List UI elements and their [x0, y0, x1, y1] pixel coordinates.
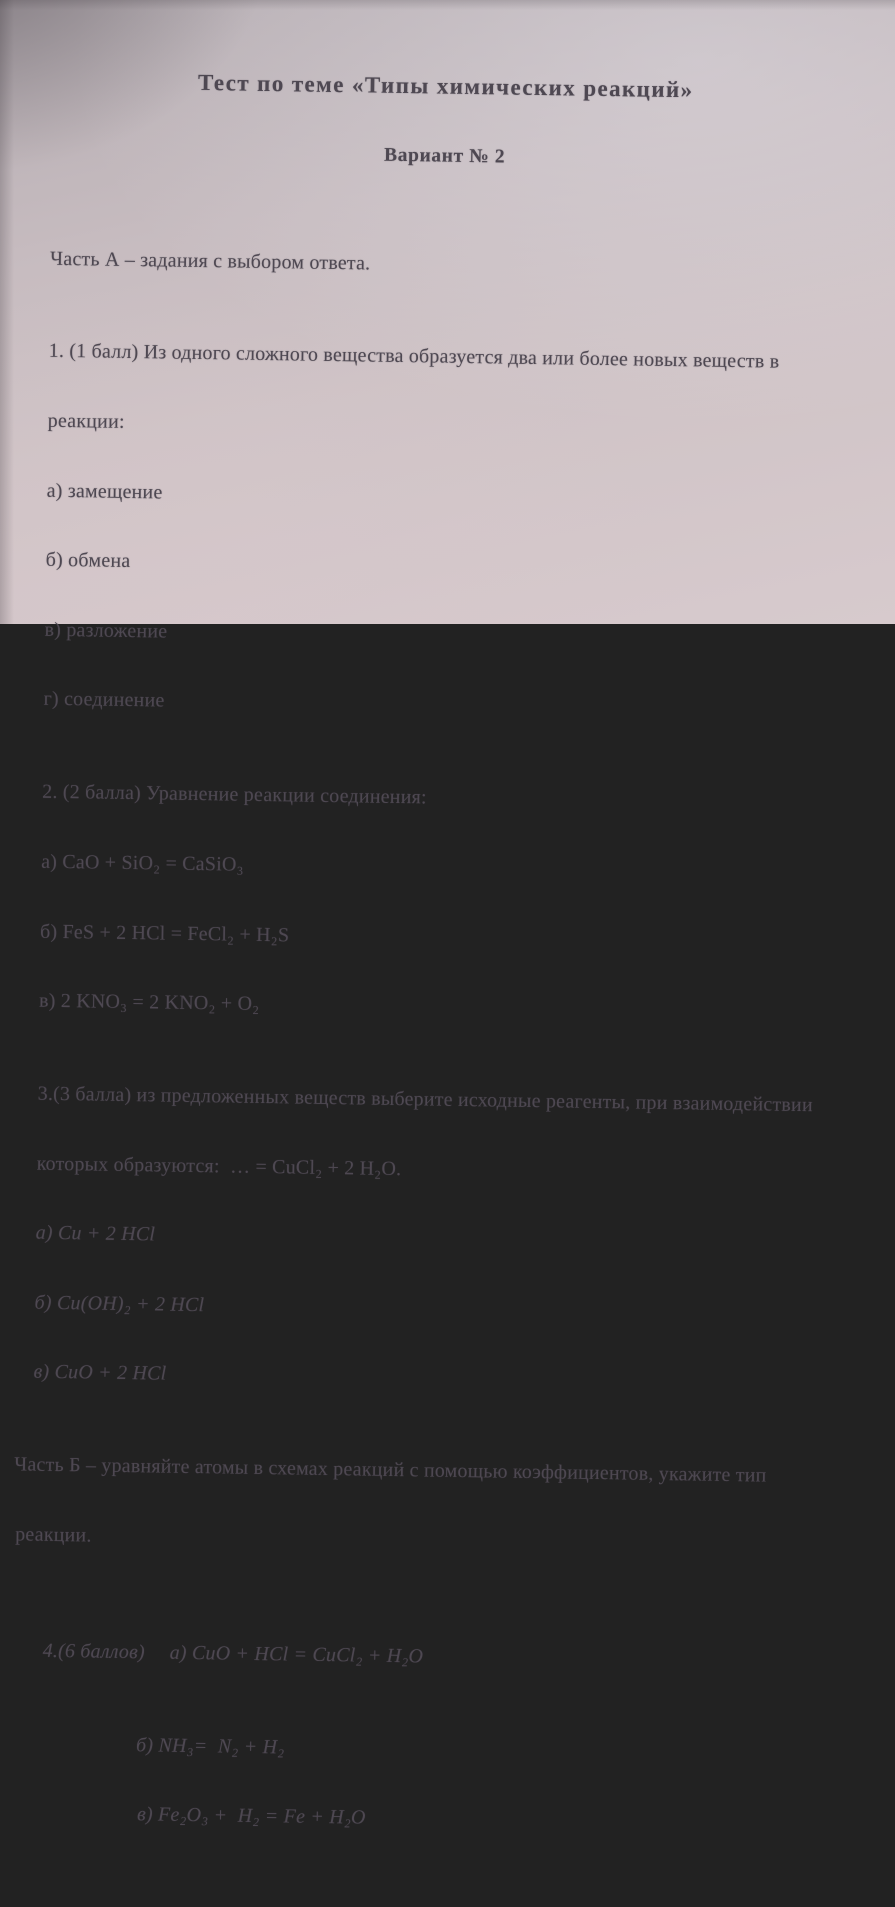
question-1-option-b: б) обмена — [45, 548, 131, 573]
question-3-option-v: в) CuO + 2 HCl — [33, 1361, 167, 1385]
question-3-stem-line-2: которых образуются: … = CuCl₂ + 2 H₂O. — [36, 1152, 402, 1180]
question-3-option-a: а) Cu + 2 HCl — [35, 1221, 156, 1246]
question-4-item-a: а) CuO + HCl = CuCl₂ + H₂O — [169, 1641, 424, 1668]
question-1-text-line-2: реакции: — [47, 409, 125, 433]
question-1-text-line-1: 1. (1 балл) Из одного сложного вещества образуется два или более новых веществ в — [48, 340, 780, 374]
question-1-option-a: а) замещение — [46, 479, 163, 504]
test-title: Тест по теме «Типы химических реакций» — [197, 69, 694, 102]
question-1-option-g: г) соединение — [43, 688, 165, 712]
question-3-stem-line-1: 3.(3 балла) из предложенных веществ выберите исходные реагенты, при взаимодействии — [37, 1082, 813, 1117]
question-4-item-b: б) NH₃= N₂ + H₂ — [135, 1733, 285, 1759]
question-3-option-b: б) Cu(OH)₂ + 2 HCl — [34, 1291, 205, 1316]
question-2-option-a: а) CaO + SiO₂ = CaSiO₃ — [41, 850, 244, 876]
question-4-points-label: 4.(6 баллов) — [42, 1639, 145, 1664]
question-2-option-b: б) FeS + 2 HCl = FeCl₂ + H₂S — [39, 920, 290, 946]
question-4-item-c: в) Fe₂O₃ + H₂ = Fe + H₂O — [136, 1803, 366, 1829]
variant-number: Вариант № 2 — [383, 144, 506, 168]
part-a-heading: Часть А – задания с выбором ответа. — [49, 247, 371, 275]
question-4-row-a — [3, 1616, 842, 1698]
question-2-stem: 2. (2 балла) Уравнение реакции соединения: — [42, 781, 427, 809]
question-1-option-v: в) разложение — [44, 618, 168, 643]
part-b-heading-line-2: реакции. — [15, 1523, 92, 1547]
part-b-heading-line-1: Часть Б – уравняйте атомы в схемах реакций с помощью коэффициентов, укажите тип — [14, 1453, 767, 1487]
question-2-option-v: в) 2 KNO₃ = 2 KNO₂ + O₂ — [38, 989, 260, 1016]
